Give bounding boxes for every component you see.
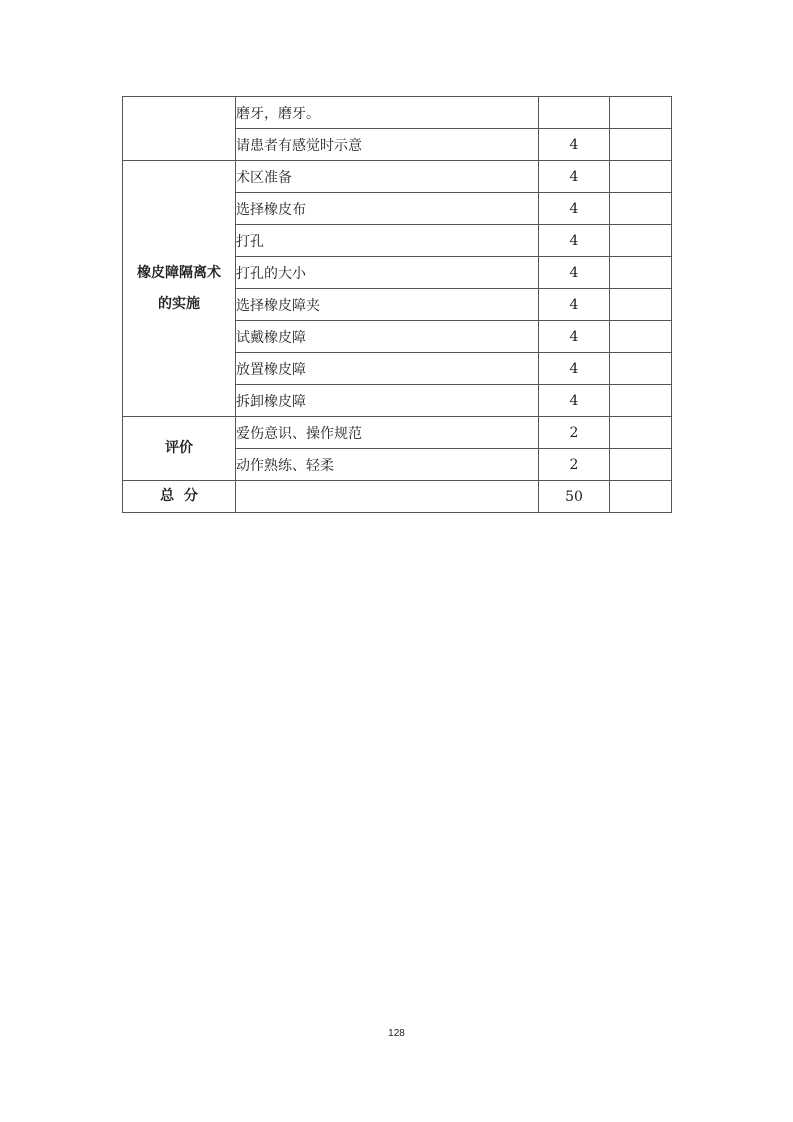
- table-row: [123, 161, 672, 193]
- actual-score-cell: [610, 417, 672, 449]
- category-implementation: [123, 161, 236, 417]
- actual-score-cell: [610, 481, 672, 513]
- item-cell: 放置橡皮障: [236, 353, 539, 385]
- item-cell: 选择橡皮布: [236, 193, 539, 225]
- item-cell: 试戴橡皮障: [236, 321, 539, 353]
- category-cell-empty: [123, 97, 236, 161]
- page-number: 128: [388, 1028, 405, 1039]
- score-cell: 4: [539, 257, 610, 289]
- table-row: [123, 97, 672, 129]
- score-cell: 4: [539, 193, 610, 225]
- score-cell: 2: [539, 449, 610, 481]
- score-cell: 4: [539, 385, 610, 417]
- score-cell: [539, 97, 610, 129]
- item-cell: 打孔: [236, 225, 539, 257]
- score-cell: 4: [539, 161, 610, 193]
- item-cell: 打孔的大小: [236, 257, 539, 289]
- score-cell: 2: [539, 417, 610, 449]
- actual-score-cell: [610, 289, 672, 321]
- score-cell: 4: [539, 129, 610, 161]
- category-evaluation: 评价: [123, 417, 236, 481]
- item-cell: 爱伤意识、操作规范: [236, 417, 539, 449]
- actual-score-cell: [610, 161, 672, 193]
- actual-score-cell: [610, 97, 672, 129]
- actual-score-cell: [610, 129, 672, 161]
- actual-score-cell: [610, 321, 672, 353]
- item-cell-empty: [236, 481, 539, 513]
- score-cell: 4: [539, 353, 610, 385]
- item-cell: 选择橡皮障夹: [236, 289, 539, 321]
- score-cell: 4: [539, 289, 610, 321]
- total-score-cell: 50: [539, 481, 610, 513]
- actual-score-cell: [610, 353, 672, 385]
- category-total: 总 分: [123, 481, 236, 513]
- category-label-line1: 橡皮障隔离术: [137, 264, 221, 281]
- scoring-table: [122, 96, 672, 513]
- item-cell: 动作熟练、轻柔: [236, 449, 539, 481]
- item-cell: 拆卸橡皮障: [236, 385, 539, 417]
- score-cell: 4: [539, 225, 610, 257]
- item-cell: 磨牙，磨牙。: [236, 97, 539, 129]
- score-cell: 4: [539, 321, 610, 353]
- table-row: [123, 417, 672, 449]
- actual-score-cell: [610, 225, 672, 257]
- total-row: [123, 481, 672, 513]
- actual-score-cell: [610, 385, 672, 417]
- item-cell: 术区准备: [236, 161, 539, 193]
- actual-score-cell: [610, 257, 672, 289]
- actual-score-cell: [610, 193, 672, 225]
- actual-score-cell: [610, 449, 672, 481]
- item-cell: 请患者有感觉时示意: [236, 129, 539, 161]
- category-label-line2: 的实施: [158, 295, 200, 312]
